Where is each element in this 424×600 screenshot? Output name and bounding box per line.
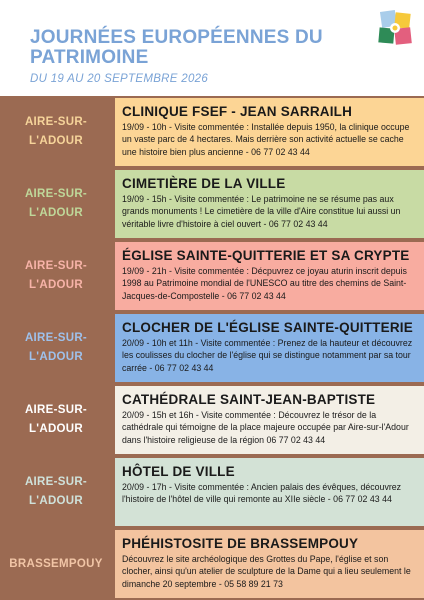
event-title: HÔTEL DE VILLE <box>122 464 235 479</box>
event-location: AIRE-SUR-L'ADOUR <box>24 260 88 291</box>
event-location: AIRE-SUR-L'ADOUR <box>24 404 88 435</box>
event-card <box>115 170 424 238</box>
event-row <box>0 168 424 240</box>
event-location: AIRE-SUR-L'ADOUR <box>24 116 88 147</box>
event-title: CIMETIÈRE DE LA VILLE <box>122 176 286 191</box>
event-card <box>115 314 424 382</box>
event-location: AIRE-SUR-L'ADOUR <box>24 476 88 507</box>
event-description: 20/09 - 17h - Visite commentée : Ancien palais des évêques, découvrez l'histoire de l'hôtel de ville qui remonte au XIIe siècle - 06 77 02 43 44 <box>122 482 402 505</box>
page-title: JOURNÉES EUROPÉENNES DU PATRIMOINE <box>30 27 323 68</box>
event-title: CATHÉDRALE SAINT-JEAN-BAPTISTE <box>122 392 376 407</box>
poster-header <box>0 0 424 96</box>
event-description: 20/09 - 15h et 16h - Visite commentée : Découvrez le trésor de la cathédrale qui témoigne de la place majeure occupée par Aire-sur-l'Adour dans l'histoire religieuse de la région 06 77 02 43 44 <box>122 410 409 445</box>
event-card <box>115 386 424 454</box>
event-description: Découvrez le site archéologique des Grottes du Pape, l'église et son clocher, ainsi qu'un atelier de sculpture de la Dame qui a lieu seulement le dimanche 20 septembre - 05 58 89 21 73 <box>122 554 411 589</box>
event-row <box>0 384 424 456</box>
event-card <box>115 242 424 310</box>
heritage-logo-icon <box>377 10 413 46</box>
event-description: 19/09 - 21h - Visite commentée : Décpuvrez ce joyau aturin inscrit depuis 1998 au Patrimoine mondial de l'UNESCO au titre des chemins de Saint-Jacques-de-Compostelle - 06 77 02 43 44 <box>122 266 407 301</box>
event-row <box>0 312 424 384</box>
event-title: ÉGLISE SAINTE-QUITTERIE ET SA CRYPTE <box>122 248 410 263</box>
event-row <box>0 96 424 168</box>
event-location: AIRE-SUR-L'ADOUR <box>24 188 88 219</box>
event-description: 20/09 - 10h et 11h - Visite commentée : Prenez de la hauteur et découvrez les coulisses du clocher de l'église qui se distingue notamment par sa tour carrée - 06 77 02 43 44 <box>122 338 413 373</box>
event-card <box>115 530 424 598</box>
event-card <box>115 98 424 166</box>
event-title: CLOCHER DE L'ÉGLISE SAINTE-QUITTERIE <box>122 320 413 335</box>
event-row <box>0 456 424 528</box>
event-location: AIRE-SUR-L'ADOUR <box>24 332 88 363</box>
event-card <box>115 458 424 526</box>
event-row <box>0 528 424 600</box>
event-description: 19/09 - 10h - Visite commentée : Installée depuis 1950, la clinique occupe un vaste parc de 4 hectares. Mais derrière son activité actuelle se cache une histoire bien plus ancienne - 06 77 02 43 44 <box>122 122 410 157</box>
event-location: BRASSEMPOUY <box>9 557 103 570</box>
event-title: PHÉHISTOSITE DE BRASSEMPOUY <box>122 536 359 551</box>
events-list <box>0 96 424 600</box>
event-description: 19/09 - 15h - Visite commentée : Le patrimoine ne se résume pas aux grands monuments ! Le cimetière de la ville d'Aire constitue lui aussi un véritable livre d'histoire à ciel ouvert - 06 77 02 43 44 <box>122 194 401 229</box>
event-title: CLINIQUE FSEF - JEAN SARRAILH <box>122 104 353 119</box>
event-dates: DU 19 AU 20 SEPTEMBRE 2026 <box>30 73 209 85</box>
event-row <box>0 240 424 312</box>
